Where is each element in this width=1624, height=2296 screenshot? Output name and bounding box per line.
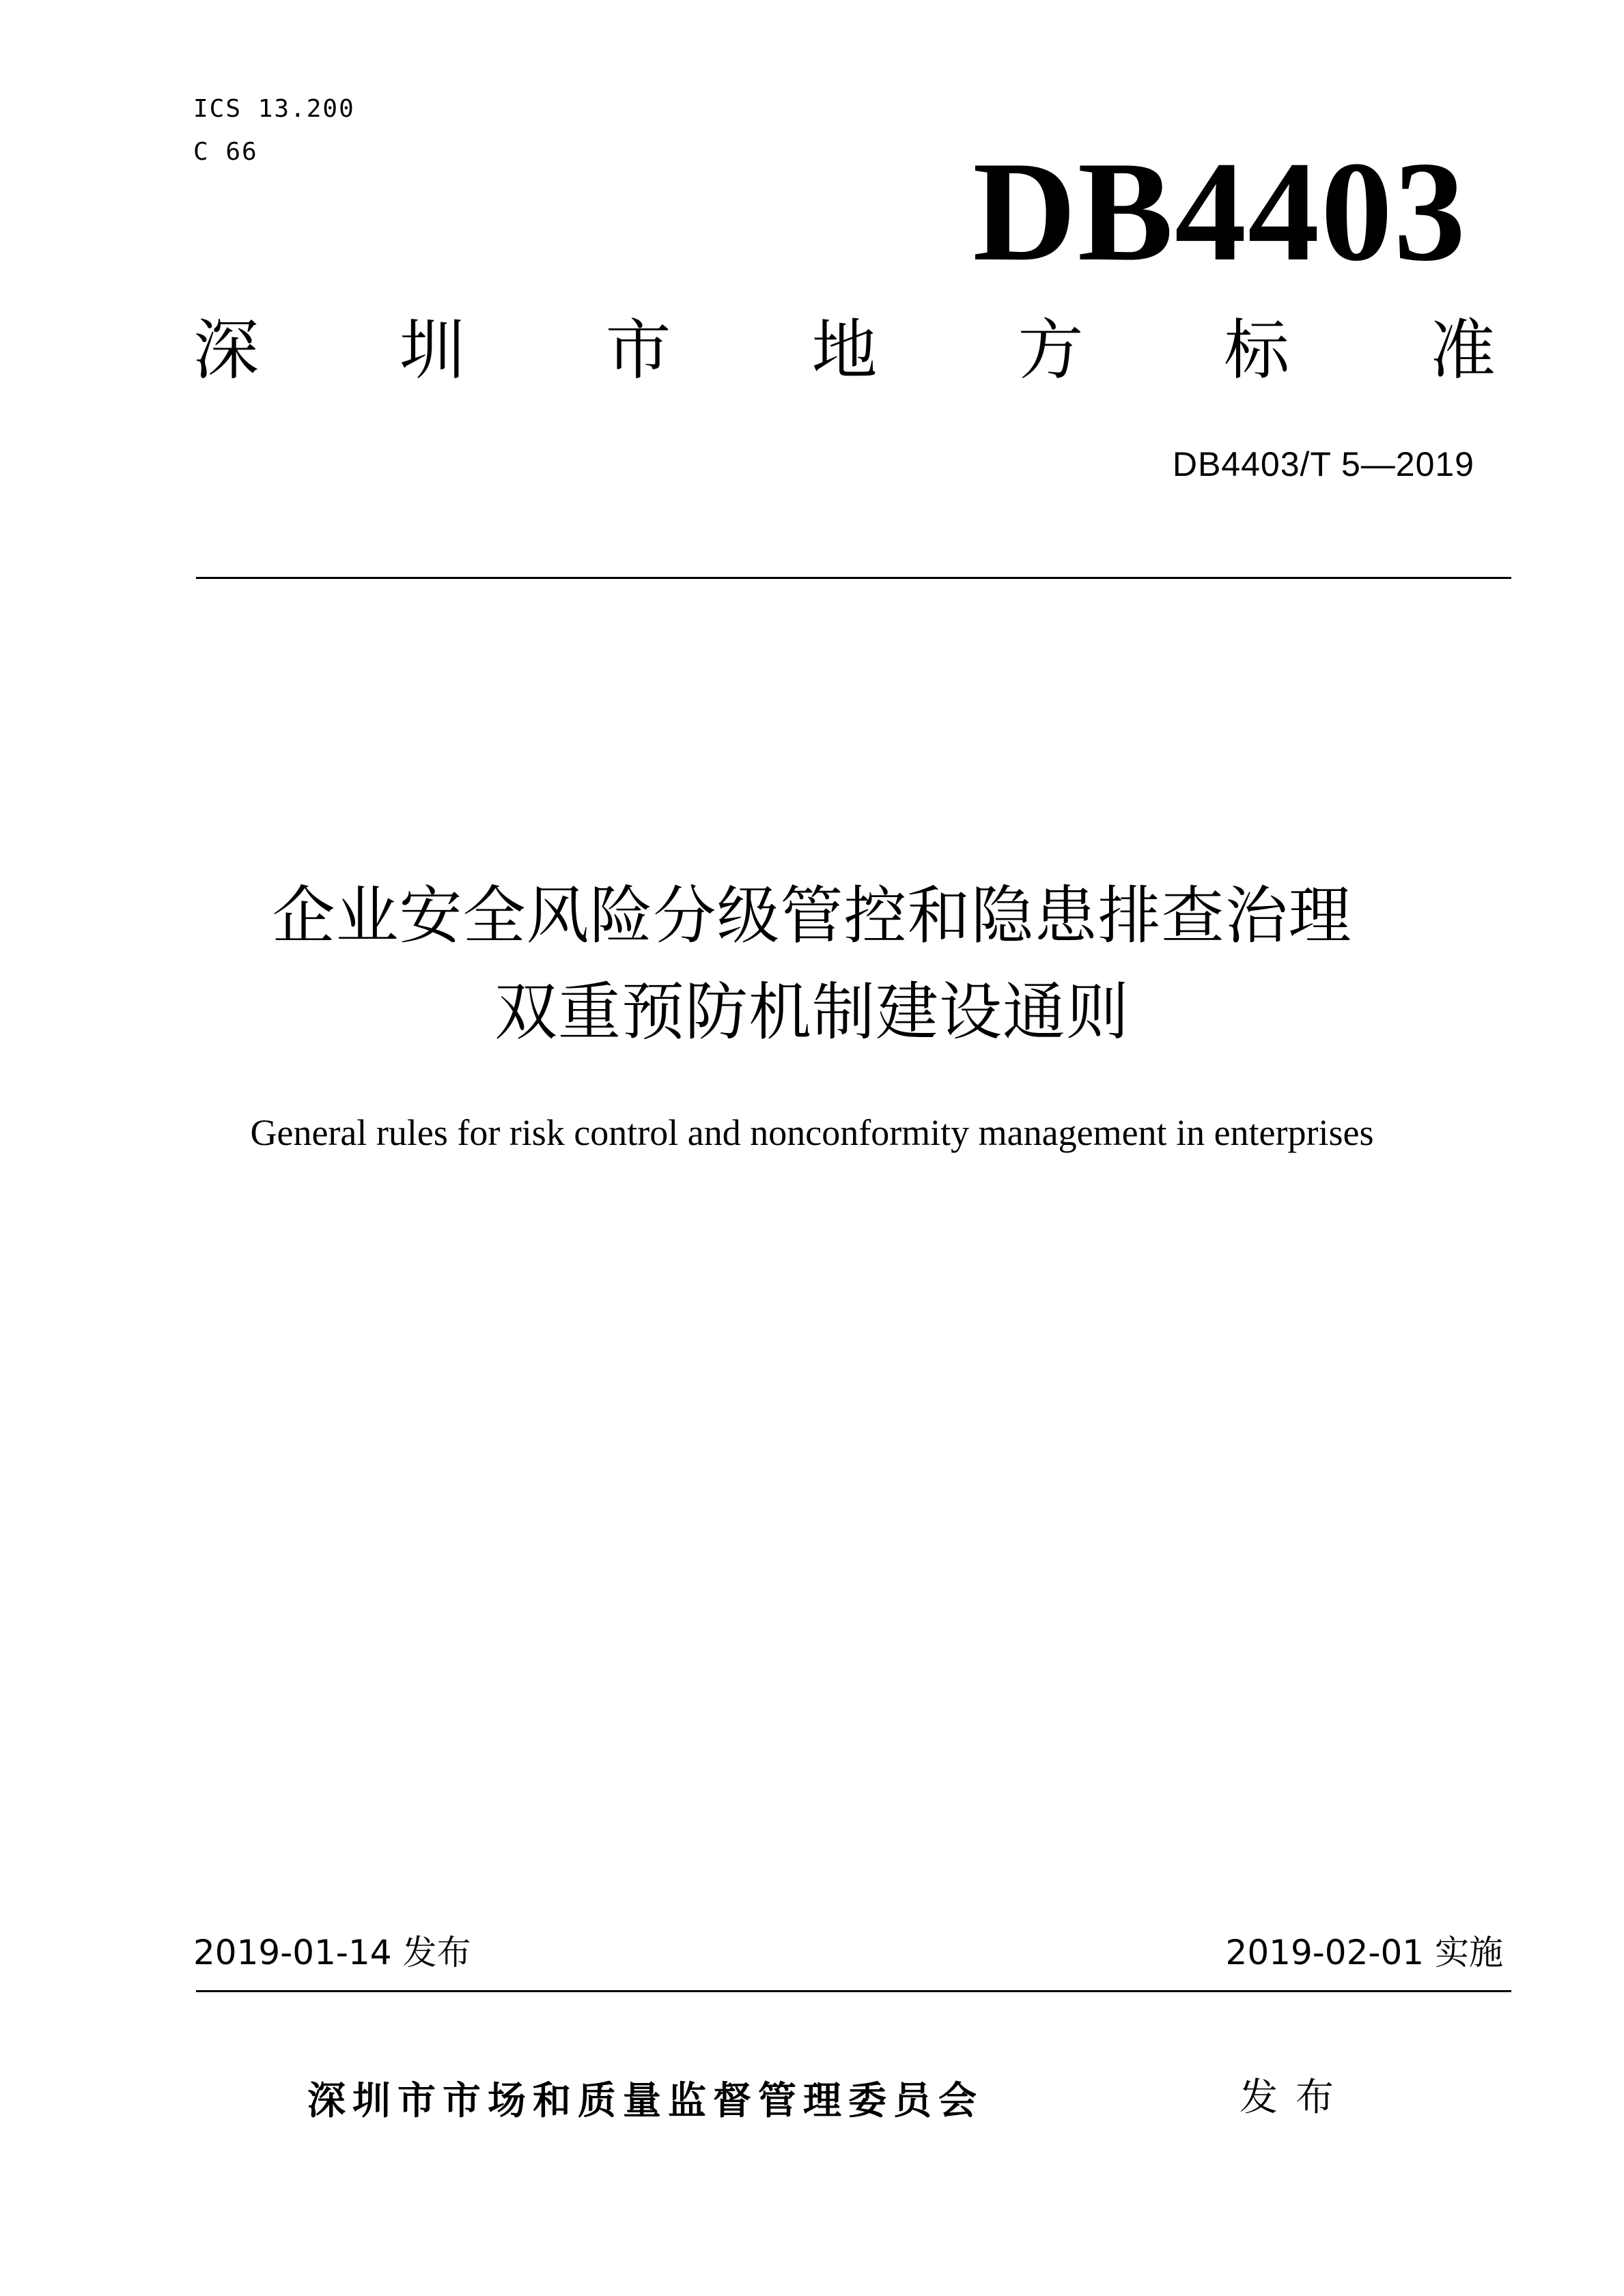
standard-type-char: 市	[605, 312, 671, 388]
standard-number: DB4403/T 5—2019	[1172, 445, 1474, 483]
standard-type-heading	[193, 312, 1496, 388]
footer-divider	[196, 1990, 1511, 1992]
implementation-date: 2019-02-01 实施	[1225, 1933, 1503, 1972]
standard-type-char: 圳	[399, 312, 465, 388]
document-title-line-2: 双重预防机制建设通则	[494, 976, 1130, 1049]
standard-code-logo: DB4403	[972, 132, 1467, 291]
standard-type-char: 准	[1429, 312, 1496, 388]
standard-type-char: 方	[1018, 312, 1084, 388]
document-title-english: General rules for risk control and nonconformity management in enterprises	[250, 1112, 1374, 1153]
document-title-line-1: 企业安全风险分级管控和隐患排查治理	[272, 879, 1352, 952]
ics-code: ICS 13.200	[193, 95, 355, 123]
header-divider	[196, 577, 1511, 579]
standard-type-char: 标	[1224, 312, 1290, 388]
publish-label: 发布	[1240, 2075, 1352, 2120]
publisher-name: 深圳市市场和质量监督管理委员会	[307, 2079, 983, 2123]
issue-date: 2019-01-14 发布	[193, 1933, 471, 1972]
standard-type-char: 地	[811, 312, 878, 388]
standard-type-char: 深	[193, 312, 259, 388]
ccs-code: C 66	[193, 138, 258, 166]
